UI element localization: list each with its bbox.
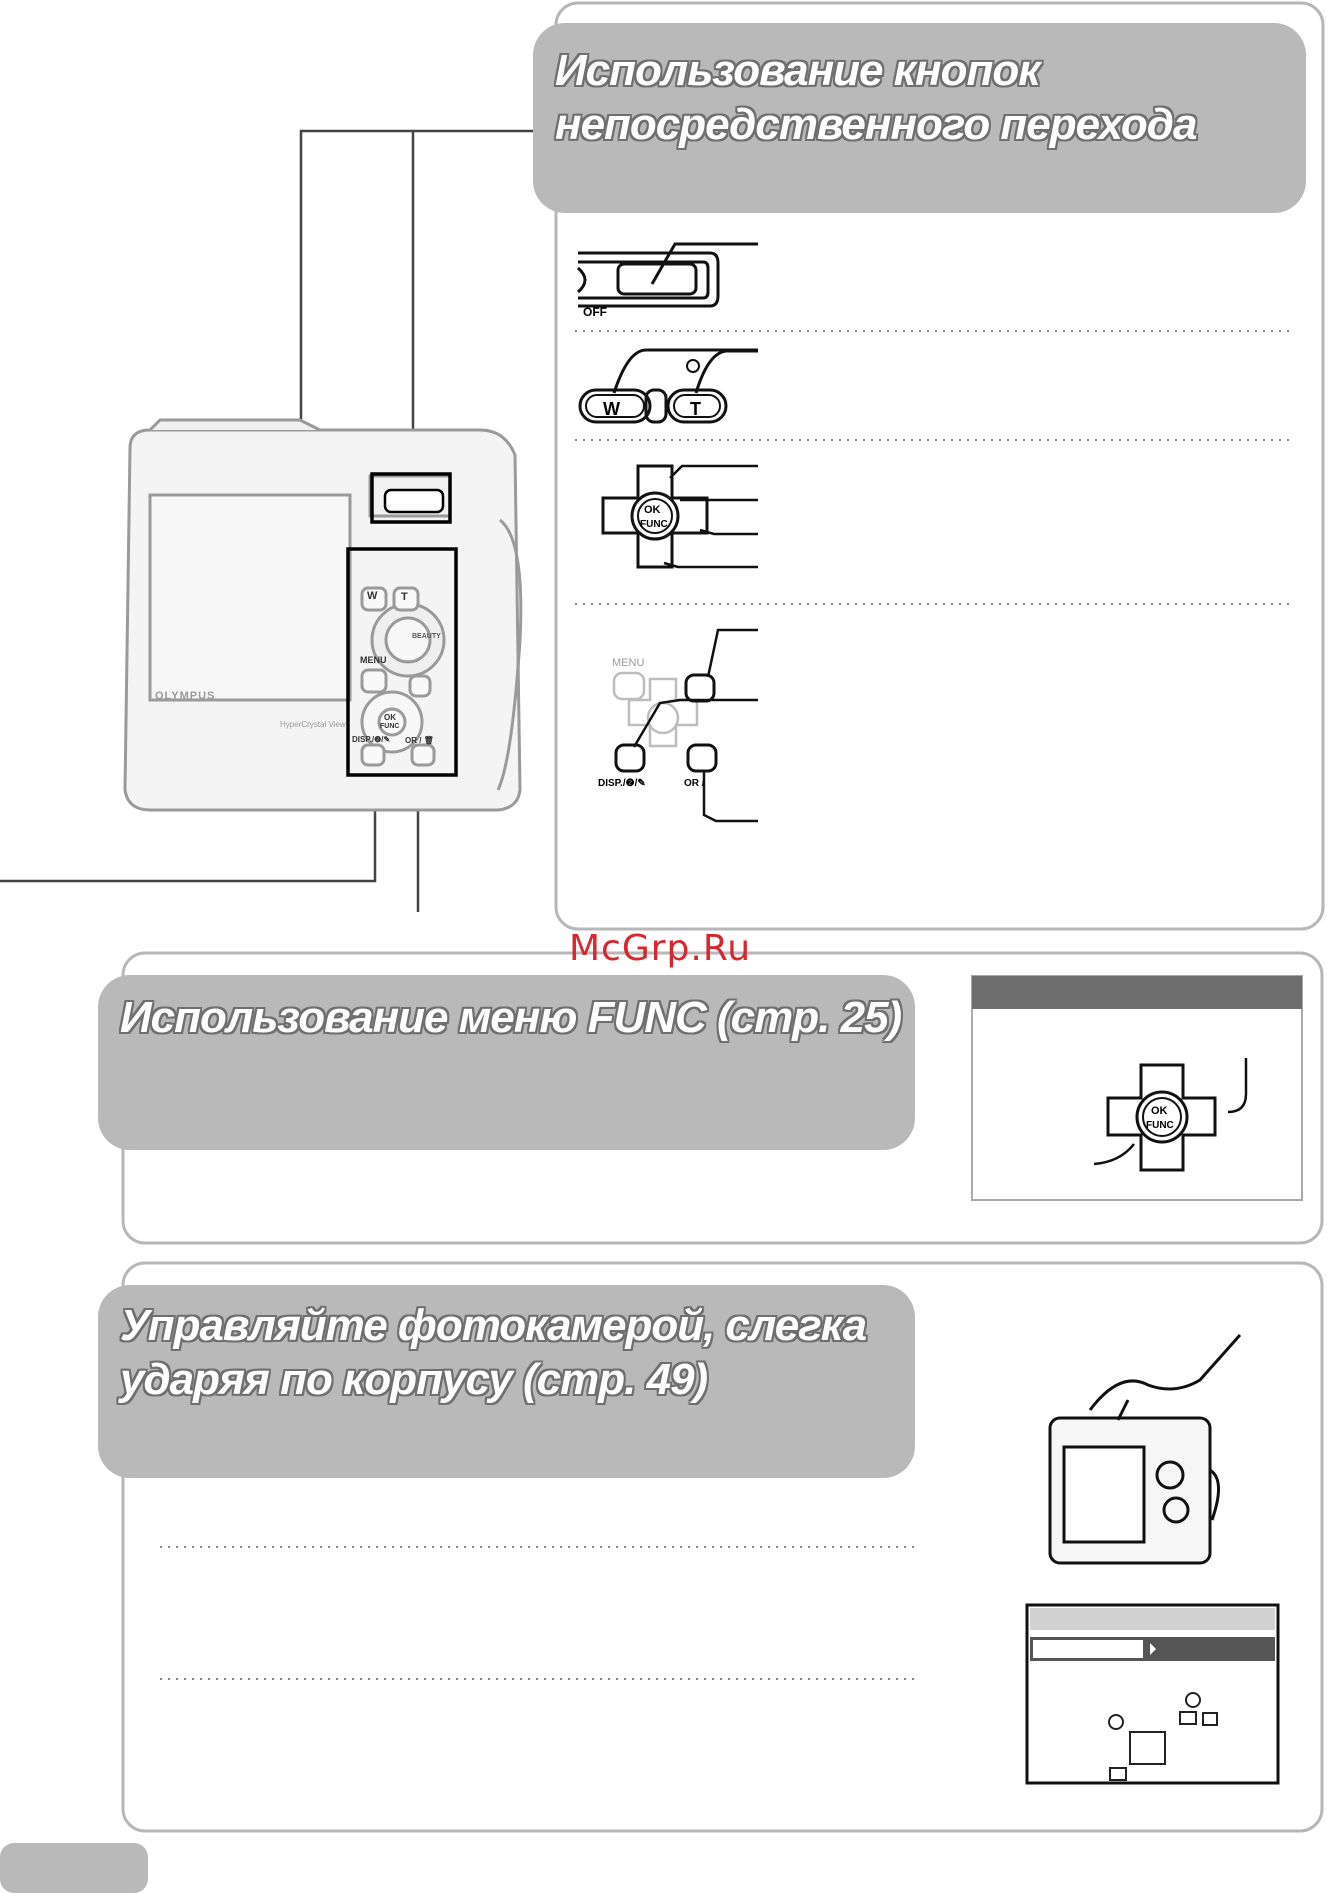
heading-direct-line-2: непосредственного перехода [555,100,1197,149]
camera-w-label: W [367,590,378,602]
svg-text:FUNC: FUNC [640,519,668,530]
camera-screen-label: HyperCrystal View [280,720,346,729]
tap-settings-screen [1027,1605,1278,1783]
page-number-tab [0,1843,148,1893]
camera-func-label: FUNC [380,723,400,730]
camera-ok-label: OK [384,713,396,722]
svg-text:T: T [690,399,701,419]
heading-func-menu [120,991,901,1045]
svg-text:DISP./❷/✎: DISP./❷/✎ [598,778,646,789]
heading-direct-buttons [555,44,1196,152]
watermark-text: McGrp.Ru [569,928,752,969]
camera-t-label: T [401,591,408,603]
svg-text:FUNC: FUNC [1146,1120,1174,1131]
camera-or-label: OR / 🗑 [405,736,434,745]
heading-direct-line-1: Использование кнопок [555,46,1040,95]
camera-disp-label: DISP./❷/✎ [352,735,391,744]
svg-text:OK: OK [644,504,661,516]
svg-text:OFF: OFF [583,305,607,319]
camera-back-illustration [125,420,521,810]
camera-beauty-label: BEAUTY [412,633,441,640]
svg-text:W: W [603,399,620,419]
svg-text:OR /: OR / [684,778,705,789]
camera-menu-label: MENU [360,655,387,665]
svg-text:OK: OK [1151,1105,1168,1117]
heading-tap-line-2: ударяя по корпусу (стр. 49) [120,1355,708,1404]
camera-brand-label: OLYMPUS [155,690,216,702]
heading-tap-control [120,1299,866,1407]
heading-tap-line-1: Управляйте фотокамерой, слегка [120,1301,867,1350]
heading-func-line: Использование меню FUNC (стр. 25) [120,993,902,1042]
func-note-box [972,976,1302,1200]
svg-text:MENU: MENU [612,657,645,669]
